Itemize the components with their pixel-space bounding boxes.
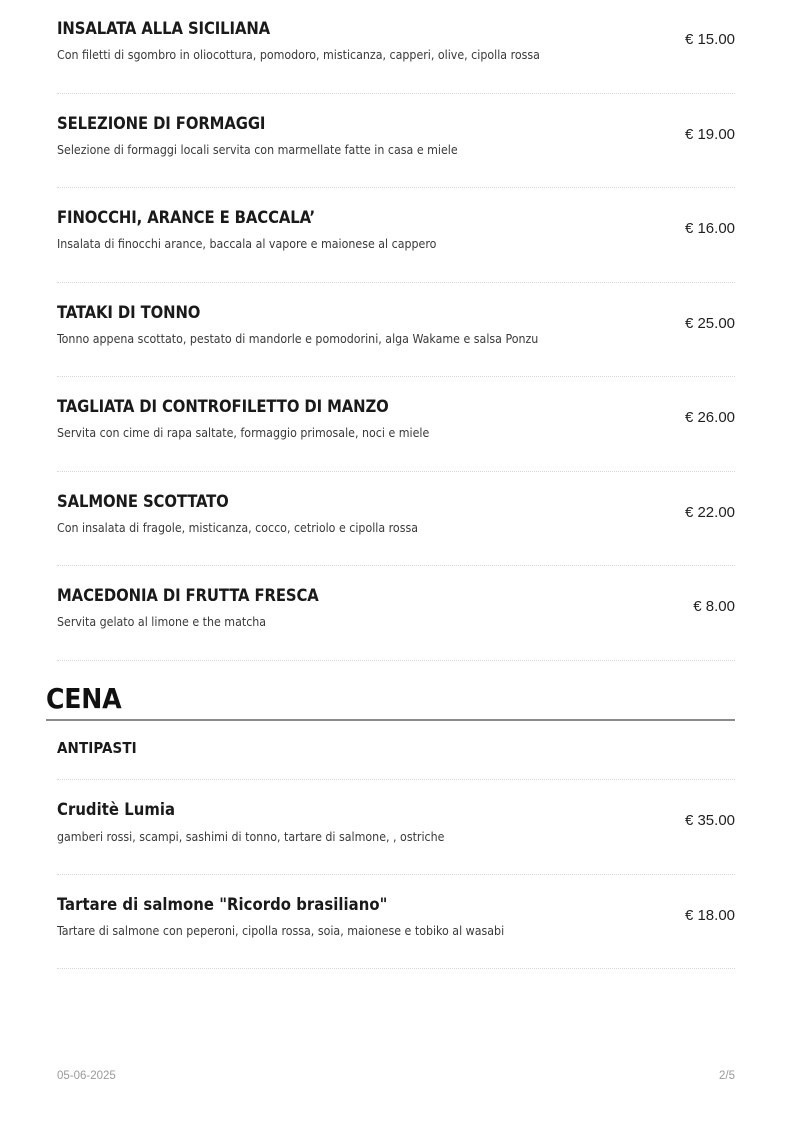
menu-item-row [57, 378, 735, 471]
footer-date: 05-06-2025 [57, 1070, 116, 1082]
menu-item-price: € 22.00 [684, 503, 735, 521]
menu-item-row [57, 473, 735, 566]
menu-item-text [57, 567, 679, 631]
menu-item-title: TATAKI DI TONNO [57, 302, 201, 322]
menu-item-description: Con filetti di sgombro in oliocottura, pomodoro, misticanza, capperi, olive, cipolla rossa [57, 48, 540, 63]
menu-item-text [57, 378, 671, 442]
menu-item-price: € 25.00 [684, 314, 735, 332]
menu-item-price: € 26.00 [684, 409, 735, 426]
item-separator [57, 968, 735, 970]
subsection-title: ANTIPASTI [57, 738, 137, 757]
menu-item-title: Cruditè Lumia [57, 800, 176, 820]
footer-page-number: 2/5 [719, 1070, 735, 1082]
menu-item-title: Tartare di salmone "Ricordo brasiliano" [57, 894, 388, 914]
menu-item-title: SALMONE SCOTTATO [57, 491, 229, 511]
menu-item-row [57, 95, 735, 188]
menu-item-title: INSALATA ALLA SICILIANA [57, 19, 271, 38]
menu-item-title: TAGLIATA DI CONTROFILETTO DI MANZO [57, 397, 389, 416]
menu-item-description: Con insalata di fragole, misticanza, cocco, cetriolo e cipolla rossa [57, 520, 418, 535]
menu-item-description: Tartare di salmone con peperoni, cipolla rossa, soia, maionese e tobiko al wasabi [57, 924, 505, 939]
menu-item-row [57, 567, 735, 660]
menu-item-price: € 19.00 [684, 125, 735, 143]
subsection-header-antipasti [57, 721, 735, 780]
menu-item-description: Servita gelato al limone e the matcha [57, 615, 267, 630]
menu-item-row [57, 876, 735, 969]
menu-item-text [57, 473, 671, 537]
page-footer [57, 1070, 735, 1082]
menu-item-description: gamberi rossi, scampi, sashimi di tonno, tartare di salmone, , ostriche [57, 829, 445, 844]
menu-item-row [57, 0, 735, 93]
menu-item-row [57, 781, 735, 874]
menu-item-description: Insalata di finocchi arance, baccala al vapore e maionese al cappero [57, 237, 437, 252]
menu-item-text [57, 876, 671, 940]
menu-item-text [57, 95, 671, 159]
menu-item-text [57, 781, 671, 845]
menu-item-text [57, 189, 671, 253]
menu-item-text [57, 284, 671, 348]
menu-item-price: € 8.00 [693, 598, 735, 615]
menu-item-title: FINOCCHI, ARANCE E BACCALA’ [57, 208, 316, 227]
menu-item-title: MACEDONIA DI FRUTTA FRESCA [57, 586, 319, 605]
menu-item-price: € 35.00 [684, 812, 735, 830]
menu-item-description: Tonno appena scottato, pestato di mandorle e pomodorini, alga Wakame e salsa Ponzu [57, 331, 539, 346]
menu-item-text [57, 0, 671, 64]
menu-item-title: SELEZIONE DI FORMAGGI [57, 113, 266, 133]
menu-item-row [57, 284, 735, 377]
menu-item-row [57, 189, 735, 282]
menu-item-description: Selezione di formaggi locali servita con marmellate fatte in casa e miele [57, 142, 458, 157]
menu-item-price: € 18.00 [684, 906, 735, 924]
menu-item-description: Servita con cime di rapa saltate, formaggio primosale, noci e miele [57, 426, 430, 441]
section-title: CENA [46, 681, 122, 715]
menu-item-price: € 15.00 [684, 31, 735, 48]
cena-items-list [0, 781, 793, 970]
section-header-cena [46, 662, 735, 721]
menu-item-price: € 16.00 [684, 220, 735, 237]
